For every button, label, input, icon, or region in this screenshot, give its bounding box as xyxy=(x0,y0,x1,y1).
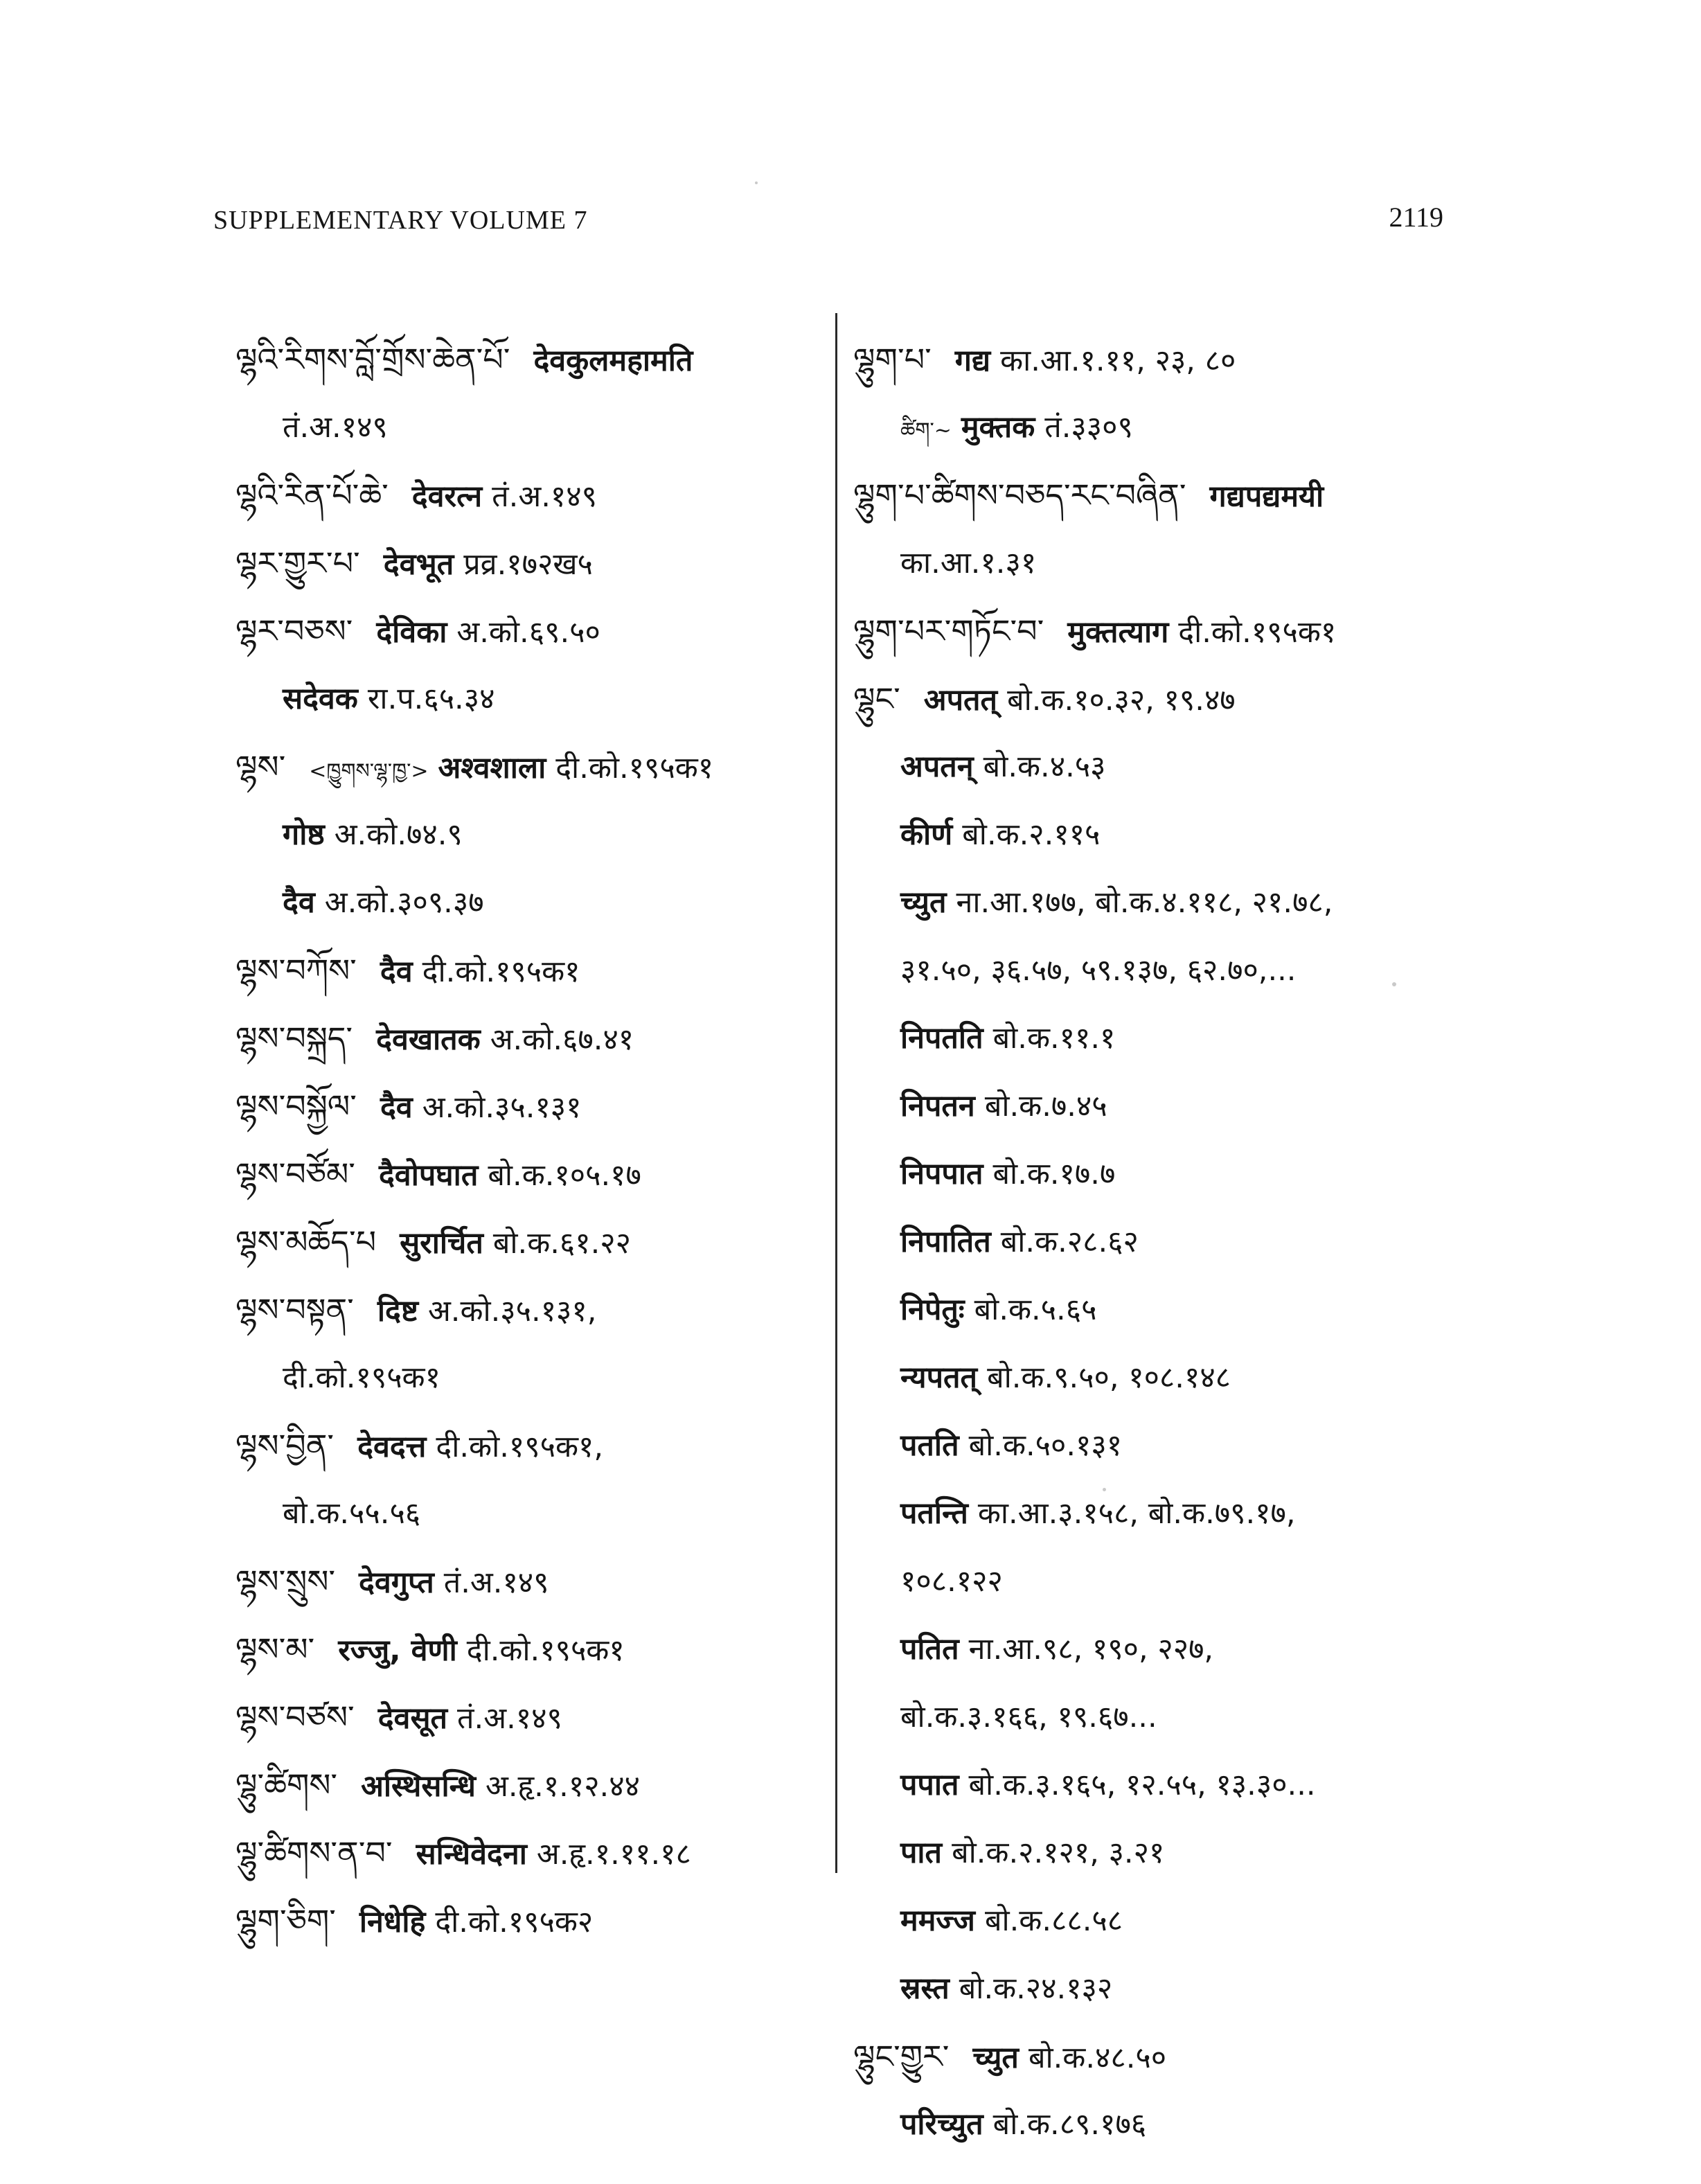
tibetan-headword: ལྷུང་ xyxy=(853,680,900,718)
entry-continuation-line xyxy=(853,1276,1477,1344)
source-reference: अ.को.६७.४१ xyxy=(490,1022,634,1057)
sanskrit-equivalent: निपतति xyxy=(900,1021,983,1056)
entry-headword-line xyxy=(235,1276,817,1344)
sanskrit-equivalent: निपपात xyxy=(900,1157,983,1191)
entry-headword-line xyxy=(235,1819,817,1887)
entry-headword-line xyxy=(235,1547,817,1615)
sanskrit-equivalent: दिष्ट xyxy=(377,1294,418,1329)
entry-headword-line xyxy=(235,1004,817,1072)
entry-headword-line xyxy=(853,597,1477,665)
source-reference: बो.क.३.१६५, १२.५५, १३.३०... xyxy=(968,1768,1316,1802)
tibetan-headword: ལྷས་བསྐྲད་ xyxy=(235,1020,353,1057)
source-reference: प्रव्र.१७२ख५ xyxy=(463,547,593,582)
entry-continuation-line xyxy=(235,665,817,733)
tibetan-headword: ལྷས་བསྐྱོལ་ xyxy=(235,1087,357,1125)
entry-continuation-line xyxy=(235,801,817,869)
sanskrit-equivalent: परिच्युत xyxy=(900,2107,983,2142)
entry-continuation-line xyxy=(853,1004,1477,1072)
source-reference: १०८.१२२ xyxy=(900,1564,1003,1599)
tibetan-headword: ལྷུང་གྱུར་ xyxy=(853,2038,950,2075)
entry-headword-line xyxy=(235,1615,817,1683)
entry-continuation-line xyxy=(853,1412,1477,1480)
tibetan-headword: ལྷུག་པ་ཚིགས་བཅད་རང་བཞིན་ xyxy=(853,477,1186,514)
source-reference: बो.क.२.१२१, ३.२१ xyxy=(952,1836,1165,1870)
source-reference: बो.क.७.४५ xyxy=(984,1089,1107,1124)
source-reference: बो.क.२.११५ xyxy=(962,817,1101,852)
source-reference: अ.को.३०९.३७ xyxy=(324,885,484,920)
source-reference: बो.क.१०५.१७ xyxy=(488,1158,641,1193)
sanskrit-equivalent: अस्थिसन्धि xyxy=(361,1769,476,1804)
source-reference: बो.क.९.५०, १०८.१४८ xyxy=(987,1360,1231,1395)
entry-continuation-line xyxy=(853,869,1477,936)
source-reference: अ.को.६९.५० xyxy=(456,615,600,650)
source-reference: बो.क.२८.६२ xyxy=(1000,1225,1139,1259)
sanskrit-equivalent: सुरार्चित xyxy=(400,1226,483,1261)
tibetan-headword: ལྷས་བྱིན་ xyxy=(235,1427,335,1464)
entry-continuation-line xyxy=(853,1072,1477,1140)
sanskrit-equivalent: देवकुलमहामति xyxy=(533,344,693,378)
tibetan-headword: ལྷུག་ཅིག་ xyxy=(235,1902,336,1939)
source-reference: बो.क.६१.२२ xyxy=(492,1226,632,1261)
sanskrit-equivalent: न्यपतत् xyxy=(900,1360,978,1395)
sanskrit-equivalent: देविका xyxy=(376,615,447,650)
entry-headword-line xyxy=(853,326,1477,393)
entry-continuation-line xyxy=(853,1140,1477,1208)
entry-headword-line xyxy=(235,1887,817,1955)
source-reference: बो.क.५५.५६ xyxy=(283,1496,421,1531)
scan-speck xyxy=(1392,982,1396,986)
source-reference: बो.क.२४.१३२ xyxy=(959,1971,1113,2006)
source-reference: बो.क.८९.१७६ xyxy=(992,2107,1147,2142)
source-reference: अ.को.३५.१३१, xyxy=(427,1294,597,1329)
source-reference: ना.आ.१७७, बो.क.४.११८, २१.७८, xyxy=(956,885,1333,920)
source-reference: दी.को.१९५क१ xyxy=(555,751,714,785)
entry-continuation-line xyxy=(853,1955,1477,2023)
entry-continuation-line xyxy=(853,1615,1477,1683)
source-reference: बो.क.४८.५० xyxy=(1028,2041,1167,2075)
sanskrit-equivalent: दैवोपघात xyxy=(378,1158,479,1193)
sanskrit-equivalent: पतन्ति xyxy=(900,1496,968,1531)
sanskrit-equivalent: च्युत xyxy=(900,885,947,920)
entry-headword-line xyxy=(235,733,817,801)
entry-continuation-line xyxy=(853,1344,1477,1412)
entry-continuation-line xyxy=(853,529,1477,597)
sanskrit-equivalent: सन्धिवेदना xyxy=(416,1837,527,1872)
entry-continuation-line xyxy=(235,393,817,461)
sanskrit-equivalent: सदेवक xyxy=(283,682,358,716)
entry-headword-line xyxy=(235,1140,817,1208)
sanskrit-equivalent: दैव xyxy=(283,885,315,920)
sanskrit-equivalent: मुक्तत्याग xyxy=(1067,615,1169,650)
sanskrit-equivalent: अपतत् xyxy=(923,683,998,718)
entry-continuation-line xyxy=(853,1751,1477,1819)
entry-continuation-line xyxy=(235,1344,817,1412)
sanskrit-equivalent: स्रस्त xyxy=(900,1971,950,2006)
sanskrit-equivalent: अश्वशाला xyxy=(438,751,546,785)
source-reference: दी.को.१९५क१ xyxy=(283,1360,440,1395)
sanskrit-equivalent: दैव xyxy=(380,955,413,989)
entry-headword-line xyxy=(235,597,817,665)
tibetan-headword: ལྷས་བཀོས་ xyxy=(235,952,357,989)
source-reference: तं.अ.१४९ xyxy=(283,410,388,445)
column-divider xyxy=(835,313,837,1873)
entry-continuation-line xyxy=(853,936,1477,1004)
sanskrit-equivalent: पतित xyxy=(900,1632,959,1667)
entry-continuation-line xyxy=(235,869,817,936)
source-reference: अ.को.३५.१३१ xyxy=(422,1090,582,1125)
entry-headword-line xyxy=(235,461,817,529)
source-reference: तं.अ.१४९ xyxy=(457,1701,562,1736)
sanskrit-equivalent: देवदत्त xyxy=(357,1430,427,1464)
entry-headword-line xyxy=(853,2023,1477,2090)
tibetan-headword: ལྷས་བཙོམ་ xyxy=(235,1155,355,1193)
entry-continuation-line xyxy=(853,1887,1477,1955)
entry-headword-line xyxy=(235,529,817,597)
tibetan-headword: ལྷས་བཙས་ xyxy=(235,1698,355,1736)
source-reference: बो.क.५०.१३१ xyxy=(968,1428,1123,1463)
source-reference: बो.क.११.१ xyxy=(992,1021,1116,1056)
sanskrit-equivalent: देवभूत xyxy=(383,547,454,582)
tibetan-note: ཚིག་~ xyxy=(900,418,952,443)
sanskrit-equivalent: दैव xyxy=(380,1090,413,1125)
entry-headword-line xyxy=(235,1412,817,1480)
page-number: 2119 xyxy=(1389,202,1443,233)
source-reference: तं.अ.१४९ xyxy=(492,479,597,514)
tibetan-note: <ཁྱུགས་ལྷ་ཁྱ་> xyxy=(309,759,429,783)
scan-speck xyxy=(1103,1488,1106,1491)
sanskrit-equivalent: मुक्तक xyxy=(961,410,1035,445)
tibetan-headword: ལྷུག་པར་གཏོང་བ་ xyxy=(853,612,1044,650)
source-reference: तं.३३०९ xyxy=(1044,410,1133,445)
entry-continuation-line xyxy=(853,733,1477,801)
sanskrit-equivalent: अपतन् xyxy=(900,749,974,784)
source-reference: बो.क.३.१६६, १९.६७... xyxy=(900,1700,1157,1734)
source-reference: बो.क.५.६५ xyxy=(974,1293,1097,1327)
sanskrit-equivalent: देवगुप्त xyxy=(359,1565,434,1600)
entry-continuation-line xyxy=(853,1480,1477,1547)
entry-headword-line xyxy=(235,326,817,393)
sanskrit-equivalent: गद्य xyxy=(954,344,991,378)
right-column xyxy=(853,326,1477,2158)
tibetan-headword: ལྷས་མ་ xyxy=(235,1631,315,1668)
source-reference: तं.अ.१४९ xyxy=(443,1565,549,1600)
source-reference: दी.को.१९५क१ xyxy=(422,955,580,989)
source-reference: बो.क.१७.७ xyxy=(992,1157,1116,1191)
entry-continuation-line xyxy=(853,801,1477,869)
source-reference: का.आ.१.११, २३, ८० xyxy=(1000,344,1236,378)
source-reference: रा.प.६५.३४ xyxy=(367,682,495,716)
sanskrit-equivalent: पात xyxy=(900,1836,943,1870)
source-reference: बो.क.४.५३ xyxy=(983,749,1106,784)
source-reference: अ.हृ.१.११.१८ xyxy=(536,1837,691,1872)
source-reference: अ.हृ.१.१२.४४ xyxy=(485,1769,640,1804)
entry-continuation-line xyxy=(853,1208,1477,1276)
entry-continuation-line xyxy=(853,393,1477,461)
entry-headword-line xyxy=(235,936,817,1004)
entry-headword-line xyxy=(235,1683,817,1751)
source-reference: बो.क.१०.३२, १९.४७ xyxy=(1007,683,1236,718)
sanskrit-equivalent: पपात xyxy=(900,1768,959,1802)
source-reference: बो.क.८८.५८ xyxy=(984,1903,1123,1938)
entry-headword-line xyxy=(853,461,1477,529)
tibetan-headword: ལྷར་བཅས་ xyxy=(235,612,353,650)
scan-speck xyxy=(755,181,758,184)
tibetan-headword: ལྷས་སྲུས་ xyxy=(235,1563,336,1600)
source-reference: का.आ.३.१५८, बो.क.७९.१७, xyxy=(977,1496,1296,1531)
sanskrit-equivalent: पतति xyxy=(900,1428,959,1463)
sanskrit-equivalent: रज्जु, वेणी xyxy=(338,1633,457,1668)
entry-continuation-line xyxy=(853,1683,1477,1751)
sanskrit-equivalent: गद्यपद्यमयी xyxy=(1209,479,1324,514)
entry-continuation-line xyxy=(853,1819,1477,1887)
sanskrit-equivalent: निपेतुः xyxy=(900,1293,965,1327)
left-column xyxy=(235,326,817,1955)
source-reference: ना.आ.९८, १९०, २२७, xyxy=(968,1632,1214,1667)
entry-continuation-line xyxy=(235,1480,817,1547)
source-reference: दी.को.१९५क२ xyxy=(435,1905,594,1939)
running-head: SUPPLEMENTARY VOLUME 7 xyxy=(213,206,588,235)
tibetan-headword: ལྷའི་རིགས་བློ་གྲོས་ཆེན་པོ་ xyxy=(235,341,510,378)
source-reference: दी.को.१९५क१, xyxy=(436,1430,604,1464)
sanskrit-equivalent: देवसूत xyxy=(377,1701,448,1736)
source-reference: ३१.५०, ३६.५७, ५९.१३७, ६२.७०,... xyxy=(900,953,1297,988)
sanskrit-equivalent: कीर्ण xyxy=(900,817,953,852)
tibetan-headword: ལྷུ་ཚིགས་ན་བ་ xyxy=(235,1834,393,1872)
source-reference: का.आ.१.३१ xyxy=(900,546,1037,580)
sanskrit-equivalent: ममज्ज xyxy=(900,1903,975,1938)
entry-continuation-line xyxy=(853,2090,1477,2158)
tibetan-headword: ལྷར་གྱུར་པ་ xyxy=(235,544,360,582)
source-reference: अ.को.७४.९ xyxy=(334,817,463,852)
source-reference: दी.को.१९५क१ xyxy=(466,1633,625,1668)
sanskrit-equivalent: च्युत xyxy=(972,2041,1019,2075)
source-reference: दी.को.१९५क१ xyxy=(1178,615,1337,650)
entry-headword-line xyxy=(235,1208,817,1276)
entry-headword-line xyxy=(235,1072,817,1140)
sanskrit-equivalent: गोष्ठ xyxy=(283,817,325,852)
tibetan-headword: ལྷུག་པ་ xyxy=(853,341,932,378)
entry-continuation-line xyxy=(853,1547,1477,1615)
entry-headword-line xyxy=(853,665,1477,733)
sanskrit-equivalent: निपातित xyxy=(900,1225,991,1259)
tibetan-headword: ལྷས་བསྟན་ xyxy=(235,1291,354,1329)
sanskrit-equivalent: देवखातक xyxy=(376,1022,481,1057)
tibetan-headword: ལྷའི་རིན་པོ་ཆེ་ xyxy=(235,477,389,514)
tibetan-headword: ལྷས་ xyxy=(235,748,286,785)
tibetan-headword: ལྷས་མཆོད་པ xyxy=(235,1223,377,1261)
sanskrit-equivalent: निधेहि xyxy=(359,1905,426,1939)
entry-headword-line xyxy=(235,1751,817,1819)
sanskrit-equivalent: देवरत्न xyxy=(411,479,483,514)
sanskrit-equivalent: निपतन xyxy=(900,1089,975,1124)
tibetan-headword: ལྷུ་ཚིགས་ xyxy=(235,1766,338,1804)
